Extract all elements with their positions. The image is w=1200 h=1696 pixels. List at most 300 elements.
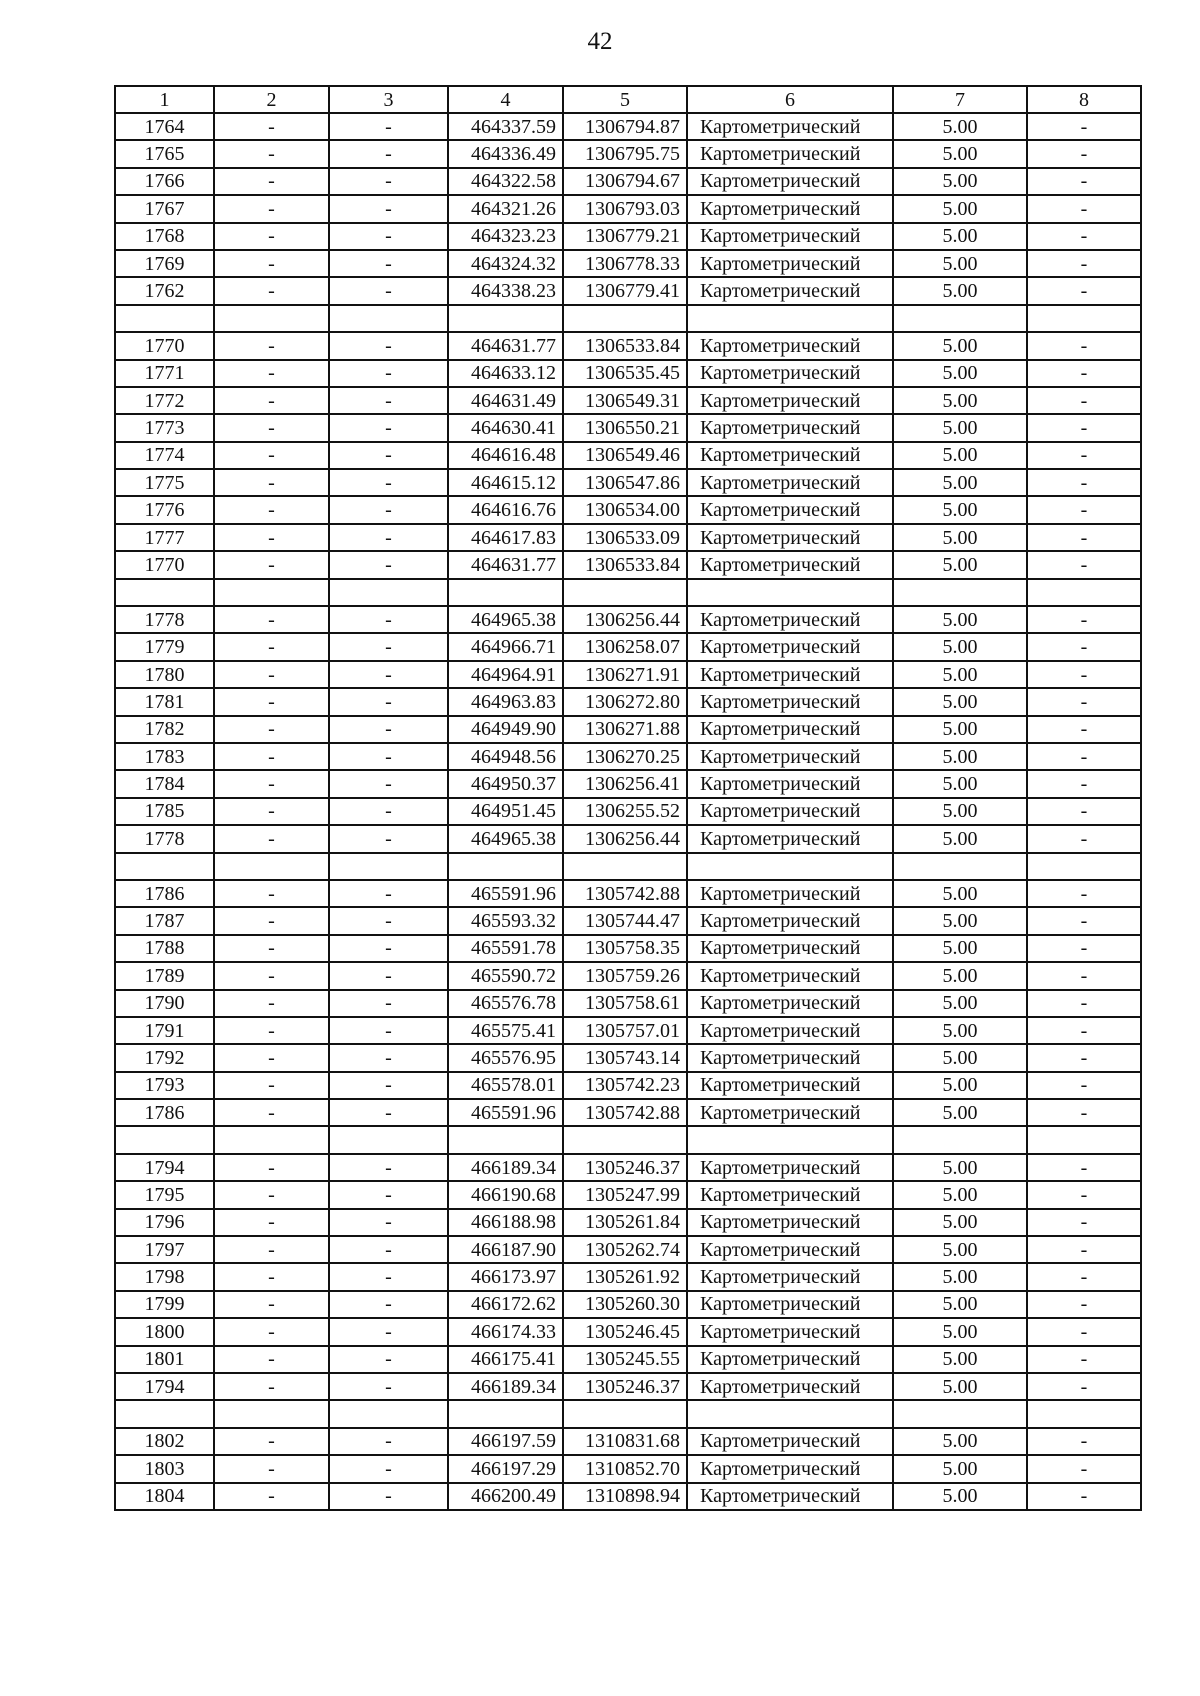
accuracy-cell: 5.00 <box>893 1455 1027 1482</box>
x-coordinate-cell: 465576.78 <box>448 990 563 1017</box>
x-coordinate-cell: 466172.62 <box>448 1291 563 1318</box>
table-row <box>115 770 1141 797</box>
accuracy-cell: 5.00 <box>893 1099 1027 1126</box>
col3-cell: - <box>329 168 448 195</box>
col2-cell: - <box>214 387 329 414</box>
col8-cell: - <box>1027 1455 1141 1482</box>
accuracy-cell: 5.00 <box>893 140 1027 167</box>
x-coordinate-cell: 464963.83 <box>448 688 563 715</box>
col8-cell: - <box>1027 1428 1141 1455</box>
method-cell: Картометрический <box>687 360 893 387</box>
col8-cell: - <box>1027 716 1141 743</box>
col3-cell: - <box>329 1209 448 1236</box>
col8-cell: - <box>1027 1263 1141 1290</box>
accuracy-cell: 5.00 <box>893 606 1027 633</box>
col8-cell: - <box>1027 1209 1141 1236</box>
x-coordinate-cell: 464323.23 <box>448 223 563 250</box>
x-coordinate-cell: 464965.38 <box>448 606 563 633</box>
point-number-cell <box>115 305 214 332</box>
col8-cell: - <box>1027 496 1141 523</box>
column-header: 8 <box>1027 86 1141 113</box>
col8-cell: - <box>1027 1373 1141 1400</box>
y-coordinate-cell: 1310852.70 <box>563 1455 687 1482</box>
col2-cell: - <box>214 661 329 688</box>
column-header: 2 <box>214 86 329 113</box>
point-number-cell: 1792 <box>115 1044 214 1071</box>
col3-cell: - <box>329 250 448 277</box>
col8-cell: - <box>1027 223 1141 250</box>
y-coordinate-cell: 1305260.30 <box>563 1291 687 1318</box>
accuracy-cell: 5.00 <box>893 387 1027 414</box>
point-number-cell: 1800 <box>115 1318 214 1345</box>
col2-cell: - <box>214 606 329 633</box>
table-row <box>115 195 1141 222</box>
col2-cell: - <box>214 633 329 660</box>
method-cell: Картометрический <box>687 798 893 825</box>
col3-cell: - <box>329 1236 448 1263</box>
col3-cell: - <box>329 195 448 222</box>
col3-cell: - <box>329 935 448 962</box>
col3-cell: - <box>329 907 448 934</box>
col8-cell: - <box>1027 825 1141 852</box>
accuracy-cell: 5.00 <box>893 277 1027 304</box>
y-coordinate-cell: 1305757.01 <box>563 1017 687 1044</box>
col2-cell: - <box>214 1099 329 1126</box>
col8-cell <box>1027 305 1141 332</box>
method-cell: Картометрический <box>687 1181 893 1208</box>
x-coordinate-cell: 465576.95 <box>448 1044 563 1071</box>
col2-cell <box>214 579 329 606</box>
x-coordinate-cell: 466200.49 <box>448 1483 563 1510</box>
table-row <box>115 688 1141 715</box>
col3-cell: - <box>329 332 448 359</box>
table-row <box>115 990 1141 1017</box>
y-coordinate-cell: 1306778.33 <box>563 250 687 277</box>
col3-cell: - <box>329 1373 448 1400</box>
table-row <box>115 798 1141 825</box>
point-number-cell: 1783 <box>115 743 214 770</box>
method-cell: Картометрический <box>687 1455 893 1482</box>
method-cell: Картометрический <box>687 716 893 743</box>
table-row <box>115 442 1141 469</box>
method-cell: Картометрический <box>687 606 893 633</box>
x-coordinate-cell <box>448 1400 563 1427</box>
point-number-cell: 1773 <box>115 414 214 441</box>
method-cell: Картометрический <box>687 935 893 962</box>
accuracy-cell: 5.00 <box>893 524 1027 551</box>
method-cell: Картометрический <box>687 1044 893 1071</box>
x-coordinate-cell: 464951.45 <box>448 798 563 825</box>
point-number-cell: 1779 <box>115 633 214 660</box>
col2-cell: - <box>214 168 329 195</box>
point-number-cell: 1776 <box>115 496 214 523</box>
x-coordinate-cell: 466197.29 <box>448 1455 563 1482</box>
method-cell: Картометрический <box>687 990 893 1017</box>
table-row <box>115 1236 1141 1263</box>
table-row <box>115 633 1141 660</box>
col8-cell: - <box>1027 907 1141 934</box>
y-coordinate-cell: 1306256.41 <box>563 770 687 797</box>
method-cell: Картометрический <box>687 387 893 414</box>
x-coordinate-cell <box>448 1126 563 1153</box>
col3-cell: - <box>329 1318 448 1345</box>
accuracy-cell: 5.00 <box>893 935 1027 962</box>
col2-cell: - <box>214 798 329 825</box>
x-coordinate-cell: 466189.34 <box>448 1373 563 1400</box>
x-coordinate-cell: 464631.49 <box>448 387 563 414</box>
col8-cell: - <box>1027 113 1141 140</box>
table-row <box>115 277 1141 304</box>
col3-cell: - <box>329 1291 448 1318</box>
col3-cell <box>329 305 448 332</box>
col8-cell: - <box>1027 1072 1141 1099</box>
y-coordinate-cell: 1306795.75 <box>563 140 687 167</box>
table-row <box>115 414 1141 441</box>
col3-cell: - <box>329 1099 448 1126</box>
col8-cell: - <box>1027 880 1141 907</box>
col2-cell: - <box>214 277 329 304</box>
accuracy-cell: 5.00 <box>893 360 1027 387</box>
accuracy-cell: 5.00 <box>893 688 1027 715</box>
y-coordinate-cell: 1306533.84 <box>563 551 687 578</box>
col8-cell: - <box>1027 414 1141 441</box>
point-number-cell: 1772 <box>115 387 214 414</box>
col8-cell: - <box>1027 1483 1141 1510</box>
method-cell: Картометрический <box>687 524 893 551</box>
x-coordinate-cell: 465593.32 <box>448 907 563 934</box>
method-cell: Картометрический <box>687 743 893 770</box>
accuracy-cell: 5.00 <box>893 1291 1027 1318</box>
table-row <box>115 1126 1141 1153</box>
accuracy-cell: 5.00 <box>893 414 1027 441</box>
col8-cell: - <box>1027 469 1141 496</box>
accuracy-cell: 5.00 <box>893 1263 1027 1290</box>
col3-cell: - <box>329 798 448 825</box>
col8-cell: - <box>1027 332 1141 359</box>
method-cell: Картометрический <box>687 770 893 797</box>
col2-cell: - <box>214 414 329 441</box>
method-cell: Картометрический <box>687 442 893 469</box>
col2-cell: - <box>214 113 329 140</box>
col8-cell <box>1027 579 1141 606</box>
col2-cell: - <box>214 1154 329 1181</box>
y-coordinate-cell: 1306256.44 <box>563 606 687 633</box>
accuracy-cell: 5.00 <box>893 1318 1027 1345</box>
x-coordinate-cell: 464616.76 <box>448 496 563 523</box>
table-row <box>115 223 1141 250</box>
col3-cell: - <box>329 442 448 469</box>
table-body <box>115 113 1141 1510</box>
table-row <box>115 1291 1141 1318</box>
col3-cell: - <box>329 140 448 167</box>
col8-cell: - <box>1027 1346 1141 1373</box>
point-number-cell: 1781 <box>115 688 214 715</box>
table-row <box>115 1181 1141 1208</box>
y-coordinate-cell: 1306779.41 <box>563 277 687 304</box>
table-row <box>115 935 1141 962</box>
col8-cell: - <box>1027 168 1141 195</box>
method-cell: Картометрический <box>687 195 893 222</box>
x-coordinate-cell: 464616.48 <box>448 442 563 469</box>
point-number-cell: 1778 <box>115 606 214 633</box>
col3-cell: - <box>329 1072 448 1099</box>
y-coordinate-cell: 1306549.46 <box>563 442 687 469</box>
accuracy-cell: 5.00 <box>893 469 1027 496</box>
point-number-cell: 1774 <box>115 442 214 469</box>
method-cell: Картометрический <box>687 1483 893 1510</box>
col2-cell <box>214 1126 329 1153</box>
col8-cell: - <box>1027 442 1141 469</box>
x-coordinate-cell: 465575.41 <box>448 1017 563 1044</box>
col3-cell: - <box>329 880 448 907</box>
table-row <box>115 1072 1141 1099</box>
accuracy-cell: 5.00 <box>893 633 1027 660</box>
y-coordinate-cell: 1305246.37 <box>563 1154 687 1181</box>
accuracy-cell: 5.00 <box>893 223 1027 250</box>
y-coordinate-cell: 1306550.21 <box>563 414 687 441</box>
col3-cell: - <box>329 743 448 770</box>
x-coordinate-cell: 464337.59 <box>448 113 563 140</box>
col8-cell: - <box>1027 387 1141 414</box>
point-number-cell: 1801 <box>115 1346 214 1373</box>
y-coordinate-cell: 1306272.80 <box>563 688 687 715</box>
col3-cell: - <box>329 633 448 660</box>
point-number-cell: 1803 <box>115 1455 214 1482</box>
x-coordinate-cell: 466188.98 <box>448 1209 563 1236</box>
col8-cell: - <box>1027 1017 1141 1044</box>
y-coordinate-cell: 1305261.92 <box>563 1263 687 1290</box>
accuracy-cell: 5.00 <box>893 250 1027 277</box>
accuracy-cell: 5.00 <box>893 798 1027 825</box>
accuracy-cell: 5.00 <box>893 1346 1027 1373</box>
accuracy-cell: 5.00 <box>893 1209 1027 1236</box>
col3-cell: - <box>329 1181 448 1208</box>
col8-cell: - <box>1027 688 1141 715</box>
page-number: 42 <box>587 28 613 55</box>
col2-cell: - <box>214 1236 329 1263</box>
col2-cell <box>214 1400 329 1427</box>
table-row <box>115 1154 1141 1181</box>
x-coordinate-cell <box>448 579 563 606</box>
col2-cell: - <box>214 1072 329 1099</box>
point-number-cell: 1769 <box>115 250 214 277</box>
col3-cell: - <box>329 1154 448 1181</box>
col3-cell: - <box>329 113 448 140</box>
col8-cell <box>1027 1126 1141 1153</box>
column-header: 7 <box>893 86 1027 113</box>
x-coordinate-cell: 464950.37 <box>448 770 563 797</box>
point-number-cell: 1804 <box>115 1483 214 1510</box>
y-coordinate-cell: 1306258.07 <box>563 633 687 660</box>
method-cell: Картометрический <box>687 168 893 195</box>
col8-cell: - <box>1027 277 1141 304</box>
point-number-cell: 1777 <box>115 524 214 551</box>
method-cell <box>687 1126 893 1153</box>
point-number-cell: 1775 <box>115 469 214 496</box>
y-coordinate-cell: 1306534.00 <box>563 496 687 523</box>
x-coordinate-cell: 464322.58 <box>448 168 563 195</box>
method-cell: Картометрический <box>687 469 893 496</box>
y-coordinate-cell: 1305743.14 <box>563 1044 687 1071</box>
accuracy-cell: 5.00 <box>893 990 1027 1017</box>
col2-cell <box>214 853 329 880</box>
method-cell: Картометрический <box>687 496 893 523</box>
x-coordinate-cell: 464966.71 <box>448 633 563 660</box>
col8-cell: - <box>1027 1154 1141 1181</box>
table-row <box>115 1017 1141 1044</box>
accuracy-cell: 5.00 <box>893 743 1027 770</box>
table-row <box>115 168 1141 195</box>
col3-cell: - <box>329 277 448 304</box>
table-row <box>115 579 1141 606</box>
col8-cell: - <box>1027 990 1141 1017</box>
y-coordinate-cell: 1306794.87 <box>563 113 687 140</box>
x-coordinate-cell: 464964.91 <box>448 661 563 688</box>
point-number-cell: 1764 <box>115 113 214 140</box>
method-cell: Картометрический <box>687 1346 893 1373</box>
method-cell: Картометрический <box>687 223 893 250</box>
column-header: 3 <box>329 86 448 113</box>
col2-cell: - <box>214 1455 329 1482</box>
table-header-row <box>115 86 1141 113</box>
x-coordinate-cell: 464949.90 <box>448 716 563 743</box>
y-coordinate-cell: 1306271.88 <box>563 716 687 743</box>
point-number-cell: 1793 <box>115 1072 214 1099</box>
method-cell: Картометрический <box>687 1373 893 1400</box>
x-coordinate-cell: 464630.41 <box>448 414 563 441</box>
table-row <box>115 661 1141 688</box>
method-cell: Картометрический <box>687 1072 893 1099</box>
x-coordinate-cell <box>448 305 563 332</box>
col8-cell: - <box>1027 360 1141 387</box>
col2-cell: - <box>214 1263 329 1290</box>
table-row <box>115 716 1141 743</box>
accuracy-cell <box>893 853 1027 880</box>
accuracy-cell: 5.00 <box>893 1181 1027 1208</box>
accuracy-cell: 5.00 <box>893 332 1027 359</box>
accuracy-cell <box>893 1126 1027 1153</box>
x-coordinate-cell: 464336.49 <box>448 140 563 167</box>
method-cell: Картометрический <box>687 1318 893 1345</box>
x-coordinate-cell: 464324.32 <box>448 250 563 277</box>
y-coordinate-cell <box>563 579 687 606</box>
y-coordinate-cell: 1306270.25 <box>563 743 687 770</box>
point-number-cell: 1770 <box>115 332 214 359</box>
y-coordinate-cell: 1305744.47 <box>563 907 687 934</box>
x-coordinate-cell: 464631.77 <box>448 332 563 359</box>
table-row <box>115 606 1141 633</box>
accuracy-cell: 5.00 <box>893 195 1027 222</box>
col2-cell: - <box>214 140 329 167</box>
point-number-cell: 1791 <box>115 1017 214 1044</box>
table-row <box>115 1044 1141 1071</box>
col2-cell: - <box>214 1428 329 1455</box>
accuracy-cell: 5.00 <box>893 1072 1027 1099</box>
x-coordinate-cell: 465578.01 <box>448 1072 563 1099</box>
point-number-cell: 1788 <box>115 935 214 962</box>
col2-cell: - <box>214 332 329 359</box>
accuracy-cell: 5.00 <box>893 168 1027 195</box>
col8-cell: - <box>1027 770 1141 797</box>
col2-cell: - <box>214 907 329 934</box>
col8-cell: - <box>1027 250 1141 277</box>
y-coordinate-cell: 1306779.21 <box>563 223 687 250</box>
col2-cell: - <box>214 1483 329 1510</box>
point-number-cell: 1794 <box>115 1154 214 1181</box>
table-row <box>115 853 1141 880</box>
accuracy-cell <box>893 1400 1027 1427</box>
table-row <box>115 250 1141 277</box>
x-coordinate-cell: 466173.97 <box>448 1263 563 1290</box>
col3-cell: - <box>329 524 448 551</box>
point-number-cell: 1786 <box>115 880 214 907</box>
method-cell: Картометрический <box>687 140 893 167</box>
col3-cell: - <box>329 496 448 523</box>
method-cell: Картометрический <box>687 1209 893 1236</box>
method-cell: Картометрический <box>687 1099 893 1126</box>
method-cell: Картометрический <box>687 880 893 907</box>
table-row <box>115 1400 1141 1427</box>
table-row <box>115 1483 1141 1510</box>
point-number-cell: 1762 <box>115 277 214 304</box>
col2-cell: - <box>214 1318 329 1345</box>
col8-cell: - <box>1027 743 1141 770</box>
y-coordinate-cell: 1306535.45 <box>563 360 687 387</box>
point-number-cell: 1796 <box>115 1209 214 1236</box>
method-cell: Картометрический <box>687 633 893 660</box>
col8-cell <box>1027 1400 1141 1427</box>
col8-cell: - <box>1027 962 1141 989</box>
col2-cell: - <box>214 743 329 770</box>
col8-cell: - <box>1027 633 1141 660</box>
table-row <box>115 743 1141 770</box>
method-cell: Картометрический <box>687 1428 893 1455</box>
x-coordinate-cell: 466174.33 <box>448 1318 563 1345</box>
method-cell: Картометрический <box>687 1017 893 1044</box>
x-coordinate-cell: 465591.96 <box>448 880 563 907</box>
table-row <box>115 524 1141 551</box>
y-coordinate-cell: 1305742.23 <box>563 1072 687 1099</box>
accuracy-cell <box>893 305 1027 332</box>
point-number-cell: 1799 <box>115 1291 214 1318</box>
col3-cell: - <box>329 716 448 743</box>
col2-cell: - <box>214 442 329 469</box>
point-number-cell <box>115 1400 214 1427</box>
accuracy-cell: 5.00 <box>893 551 1027 578</box>
accuracy-cell: 5.00 <box>893 825 1027 852</box>
col2-cell: - <box>214 360 329 387</box>
table-row <box>115 825 1141 852</box>
table-row <box>115 387 1141 414</box>
col3-cell: - <box>329 223 448 250</box>
point-number-cell: 1787 <box>115 907 214 934</box>
y-coordinate-cell: 1305261.84 <box>563 1209 687 1236</box>
y-coordinate-cell: 1306547.86 <box>563 469 687 496</box>
col2-cell: - <box>214 1044 329 1071</box>
col3-cell: - <box>329 1483 448 1510</box>
table-row <box>115 332 1141 359</box>
accuracy-cell <box>893 579 1027 606</box>
x-coordinate-cell: 466190.68 <box>448 1181 563 1208</box>
y-coordinate-cell: 1306794.67 <box>563 168 687 195</box>
y-coordinate-cell: 1305247.99 <box>563 1181 687 1208</box>
col3-cell: - <box>329 825 448 852</box>
col8-cell: - <box>1027 140 1141 167</box>
table-row <box>115 360 1141 387</box>
x-coordinate-cell: 464633.12 <box>448 360 563 387</box>
col2-cell: - <box>214 250 329 277</box>
method-cell: Картометрический <box>687 332 893 359</box>
